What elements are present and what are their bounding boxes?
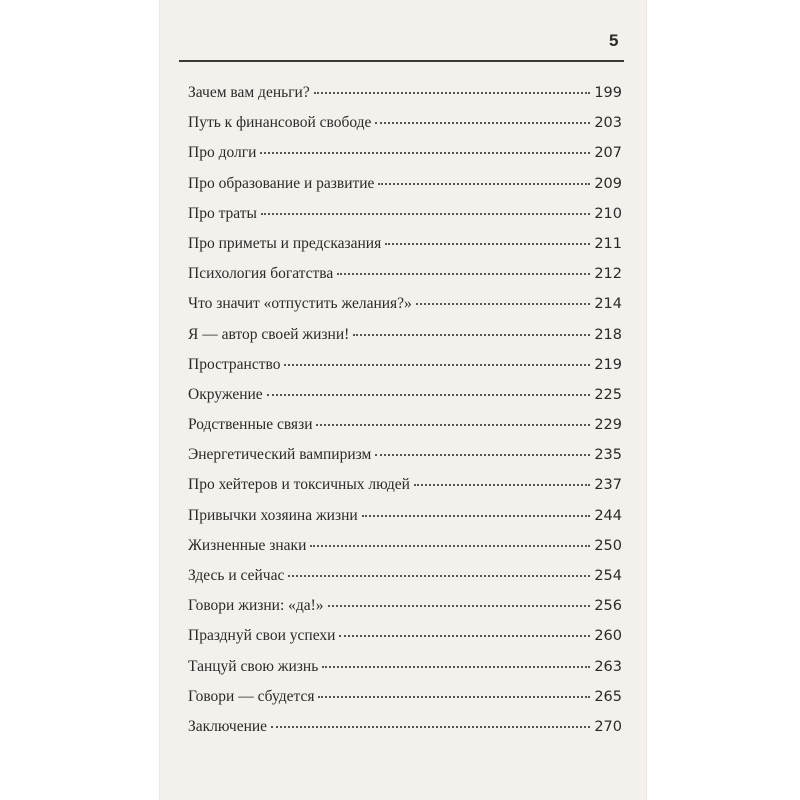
toc-entry-title: Про приметы и предсказания: [188, 234, 382, 252]
toc-entry-page: 250: [594, 537, 622, 554]
toc-entry: [188, 718, 622, 748]
toc-entry-title: Танцуй свою жизнь: [188, 657, 319, 675]
toc-leader-dots: [378, 183, 590, 185]
toc-leader-dots: [261, 213, 590, 215]
toc-entry: [188, 205, 622, 235]
toc-entry: [188, 265, 622, 295]
toc-entry-page: 237: [594, 477, 622, 494]
toc-entry-title: Говори жизни: «да!»: [188, 597, 324, 615]
toc-leader-dots: [322, 666, 590, 668]
toc-leader-dots: [288, 575, 590, 577]
toc-leader-dots: [416, 303, 591, 305]
toc-entry-title: Путь к финансовой свободе: [188, 114, 372, 132]
toc-entry: [188, 326, 622, 356]
toc-entry-title: Про долги: [188, 144, 257, 162]
toc-entry-page: 219: [594, 356, 622, 373]
toc-entry-title: Я — автор своей жизни!: [188, 325, 350, 343]
toc-entry-title: Родственные связи: [188, 416, 313, 434]
toc-entry-title: Здесь и сейчас: [188, 567, 285, 584]
toc-entry: [188, 144, 622, 174]
toc-entry-page: 211: [594, 235, 622, 252]
toc-entry: [188, 688, 622, 718]
toc-entry-title: Говори — сбудется: [188, 687, 315, 705]
toc-entry: [188, 658, 622, 688]
toc-entry-title: Зачем вам деньги?: [188, 84, 310, 101]
toc-entry-page: 210: [594, 205, 622, 222]
toc-entry: [188, 507, 622, 537]
toc-leader-dots: [328, 605, 591, 607]
toc-entry-title: Про образование и развитие: [188, 174, 375, 192]
toc-entry: [188, 386, 622, 416]
toc-entry-page: 199: [594, 85, 622, 101]
toc-entry-title: Окружение: [188, 385, 263, 403]
toc-entry-page: 209: [594, 175, 622, 192]
toc-leader-dots: [385, 243, 590, 245]
toc-entry-page: 270: [594, 718, 622, 735]
toc-entry: [188, 476, 622, 506]
toc-leader-dots: [271, 726, 590, 728]
toc-entry-page: 254: [594, 568, 622, 584]
toc-entry: [188, 446, 622, 476]
toc-entry-page: 218: [594, 326, 622, 343]
toc-entry-page: 225: [594, 386, 622, 403]
toc-entry: [188, 175, 622, 205]
toc-leader-dots: [284, 364, 590, 366]
toc-entry: [188, 84, 622, 114]
toc-leader-dots: [267, 394, 591, 396]
toc-entry-page: 265: [594, 688, 622, 705]
toc-leader-dots: [260, 152, 590, 154]
page-number: 5: [609, 31, 619, 50]
toc-leader-dots: [316, 424, 590, 426]
toc-leader-dots: [337, 273, 590, 275]
toc-leader-dots: [375, 454, 590, 456]
toc-entry-title: Жизненные знаки: [188, 536, 307, 554]
toc-entry-page: 203: [594, 115, 622, 132]
toc-entry-page: 260: [594, 628, 622, 645]
toc-leader-dots: [362, 515, 591, 517]
toc-entry: [188, 416, 622, 446]
toc-entry-page: 256: [594, 598, 622, 615]
toc-entry-page: 244: [594, 507, 622, 524]
toc-entry-title: Психология богатства: [188, 265, 334, 283]
table-of-contents: [188, 84, 622, 748]
toc-leader-dots: [353, 334, 590, 336]
toc-entry-title: Пространство: [188, 355, 281, 373]
toc-leader-dots: [310, 545, 590, 547]
toc-entry: [188, 627, 622, 657]
toc-entry-title: Про хейтеров и токсичных людей: [188, 476, 410, 494]
toc-leader-dots: [318, 696, 590, 698]
toc-entry: [188, 597, 622, 627]
toc-leader-dots: [375, 122, 590, 124]
toc-entry-page: 263: [594, 658, 622, 675]
toc-entry-title: Что значит «отпустить желания?»: [188, 295, 412, 313]
toc-entry-page: 214: [594, 296, 622, 313]
toc-leader-dots: [339, 635, 590, 637]
toc-leader-dots: [414, 484, 590, 486]
toc-entry-page: 235: [594, 447, 622, 464]
toc-entry: [188, 537, 622, 567]
toc-entry-title: Привычки хозяина жизни: [188, 506, 358, 524]
toc-entry: [188, 356, 622, 386]
toc-entry: [188, 235, 622, 265]
toc-entry-page: 229: [594, 417, 622, 434]
header-rule: [179, 60, 624, 62]
toc-entry: [188, 567, 622, 597]
toc-leader-dots: [314, 92, 591, 94]
toc-entry-page: 207: [594, 145, 622, 162]
toc-entry: [188, 295, 622, 325]
toc-entry-title: Про траты: [188, 204, 257, 222]
toc-entry-title: Празднуй свои успехи: [188, 627, 336, 645]
toc-entry-title: Энергетический вампиризм: [188, 446, 372, 464]
toc-entry: [188, 114, 622, 144]
book-page: [160, 0, 646, 800]
toc-entry-page: 212: [594, 266, 622, 283]
toc-entry-title: Заключение: [188, 717, 268, 735]
